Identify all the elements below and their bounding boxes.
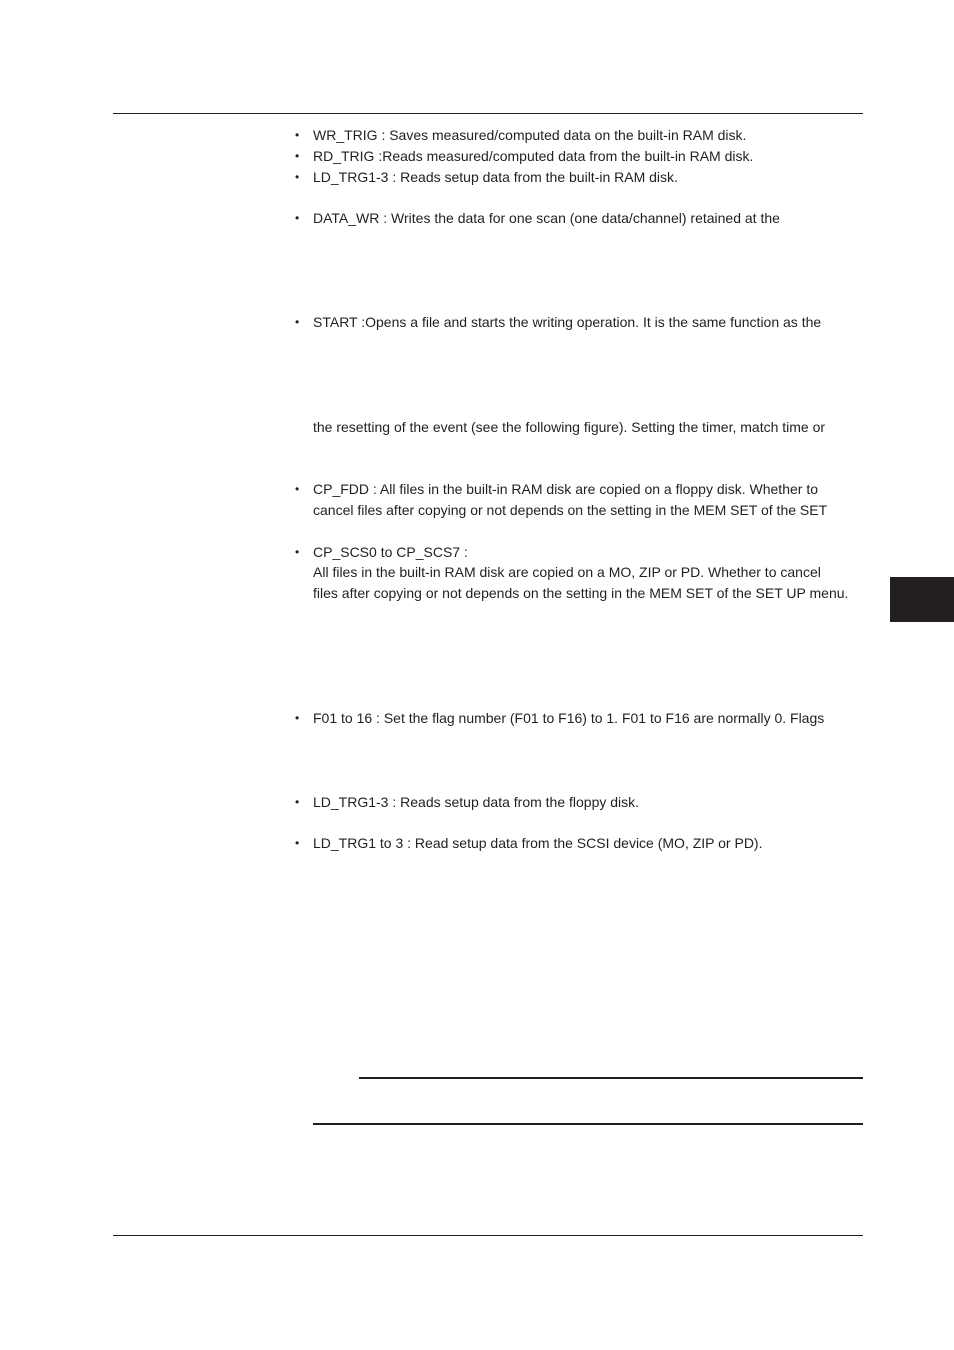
item-text: DATA_WR : Writes the data for one scan (one data/channel) retained at the	[313, 210, 780, 226]
item-text: cancel files after copying or not depends on the setting in the MEM SET of the SET	[313, 502, 828, 518]
note-bottom-rule	[313, 1123, 863, 1125]
item-text: F01 to 16 : Set the flag number (F01 to F16) to 1. F01 to F16 are normally 0. Flags	[313, 710, 825, 726]
bullet: •	[295, 128, 300, 142]
item-text: CP_SCS0 to CP_SCS7 :	[313, 544, 468, 560]
item-text: START :Opens a file and starts the writing operation. It is the same function as the	[313, 314, 822, 330]
bullet: •	[295, 149, 300, 163]
note-top-rule	[359, 1077, 863, 1079]
bullet: •	[295, 211, 300, 225]
bullet: •	[295, 795, 300, 809]
bullet: •	[295, 315, 300, 329]
bullet: •	[295, 836, 300, 850]
item-text: the resetting of the event (see the following figure). Setting the timer, match time or	[313, 419, 826, 435]
chapter-tab	[890, 577, 954, 622]
item-text: RD_TRIG :Reads measured/computed data from the built-in RAM disk.	[313, 148, 754, 164]
footer-rule	[113, 1235, 863, 1236]
item-text: CP_FDD : All files in the built-in RAM disk are copied on a floppy disk. Whether to	[313, 481, 818, 497]
item-text: LD_TRG1-3 : Reads setup data from the floppy disk.	[313, 794, 640, 810]
item-text: files after copying or not depends on the setting in the MEM SET of the SET UP menu.	[313, 585, 849, 601]
header-rule	[113, 113, 863, 114]
bullet: •	[295, 170, 300, 184]
bullet: •	[295, 545, 300, 559]
bullet: •	[295, 711, 300, 725]
item-text: LD_TRG1-3 : Reads setup data from the built-in RAM disk.	[313, 169, 678, 185]
item-text: All files in the built-in RAM disk are copied on a MO, ZIP or PD. Whether to cancel	[313, 564, 821, 580]
item-text: WR_TRIG : Saves measured/computed data on the built-in RAM disk.	[313, 127, 747, 143]
bullet: •	[295, 482, 300, 496]
item-text: LD_TRG1 to 3 : Read setup data from the SCSI device (MO, ZIP or PD).	[313, 835, 763, 851]
